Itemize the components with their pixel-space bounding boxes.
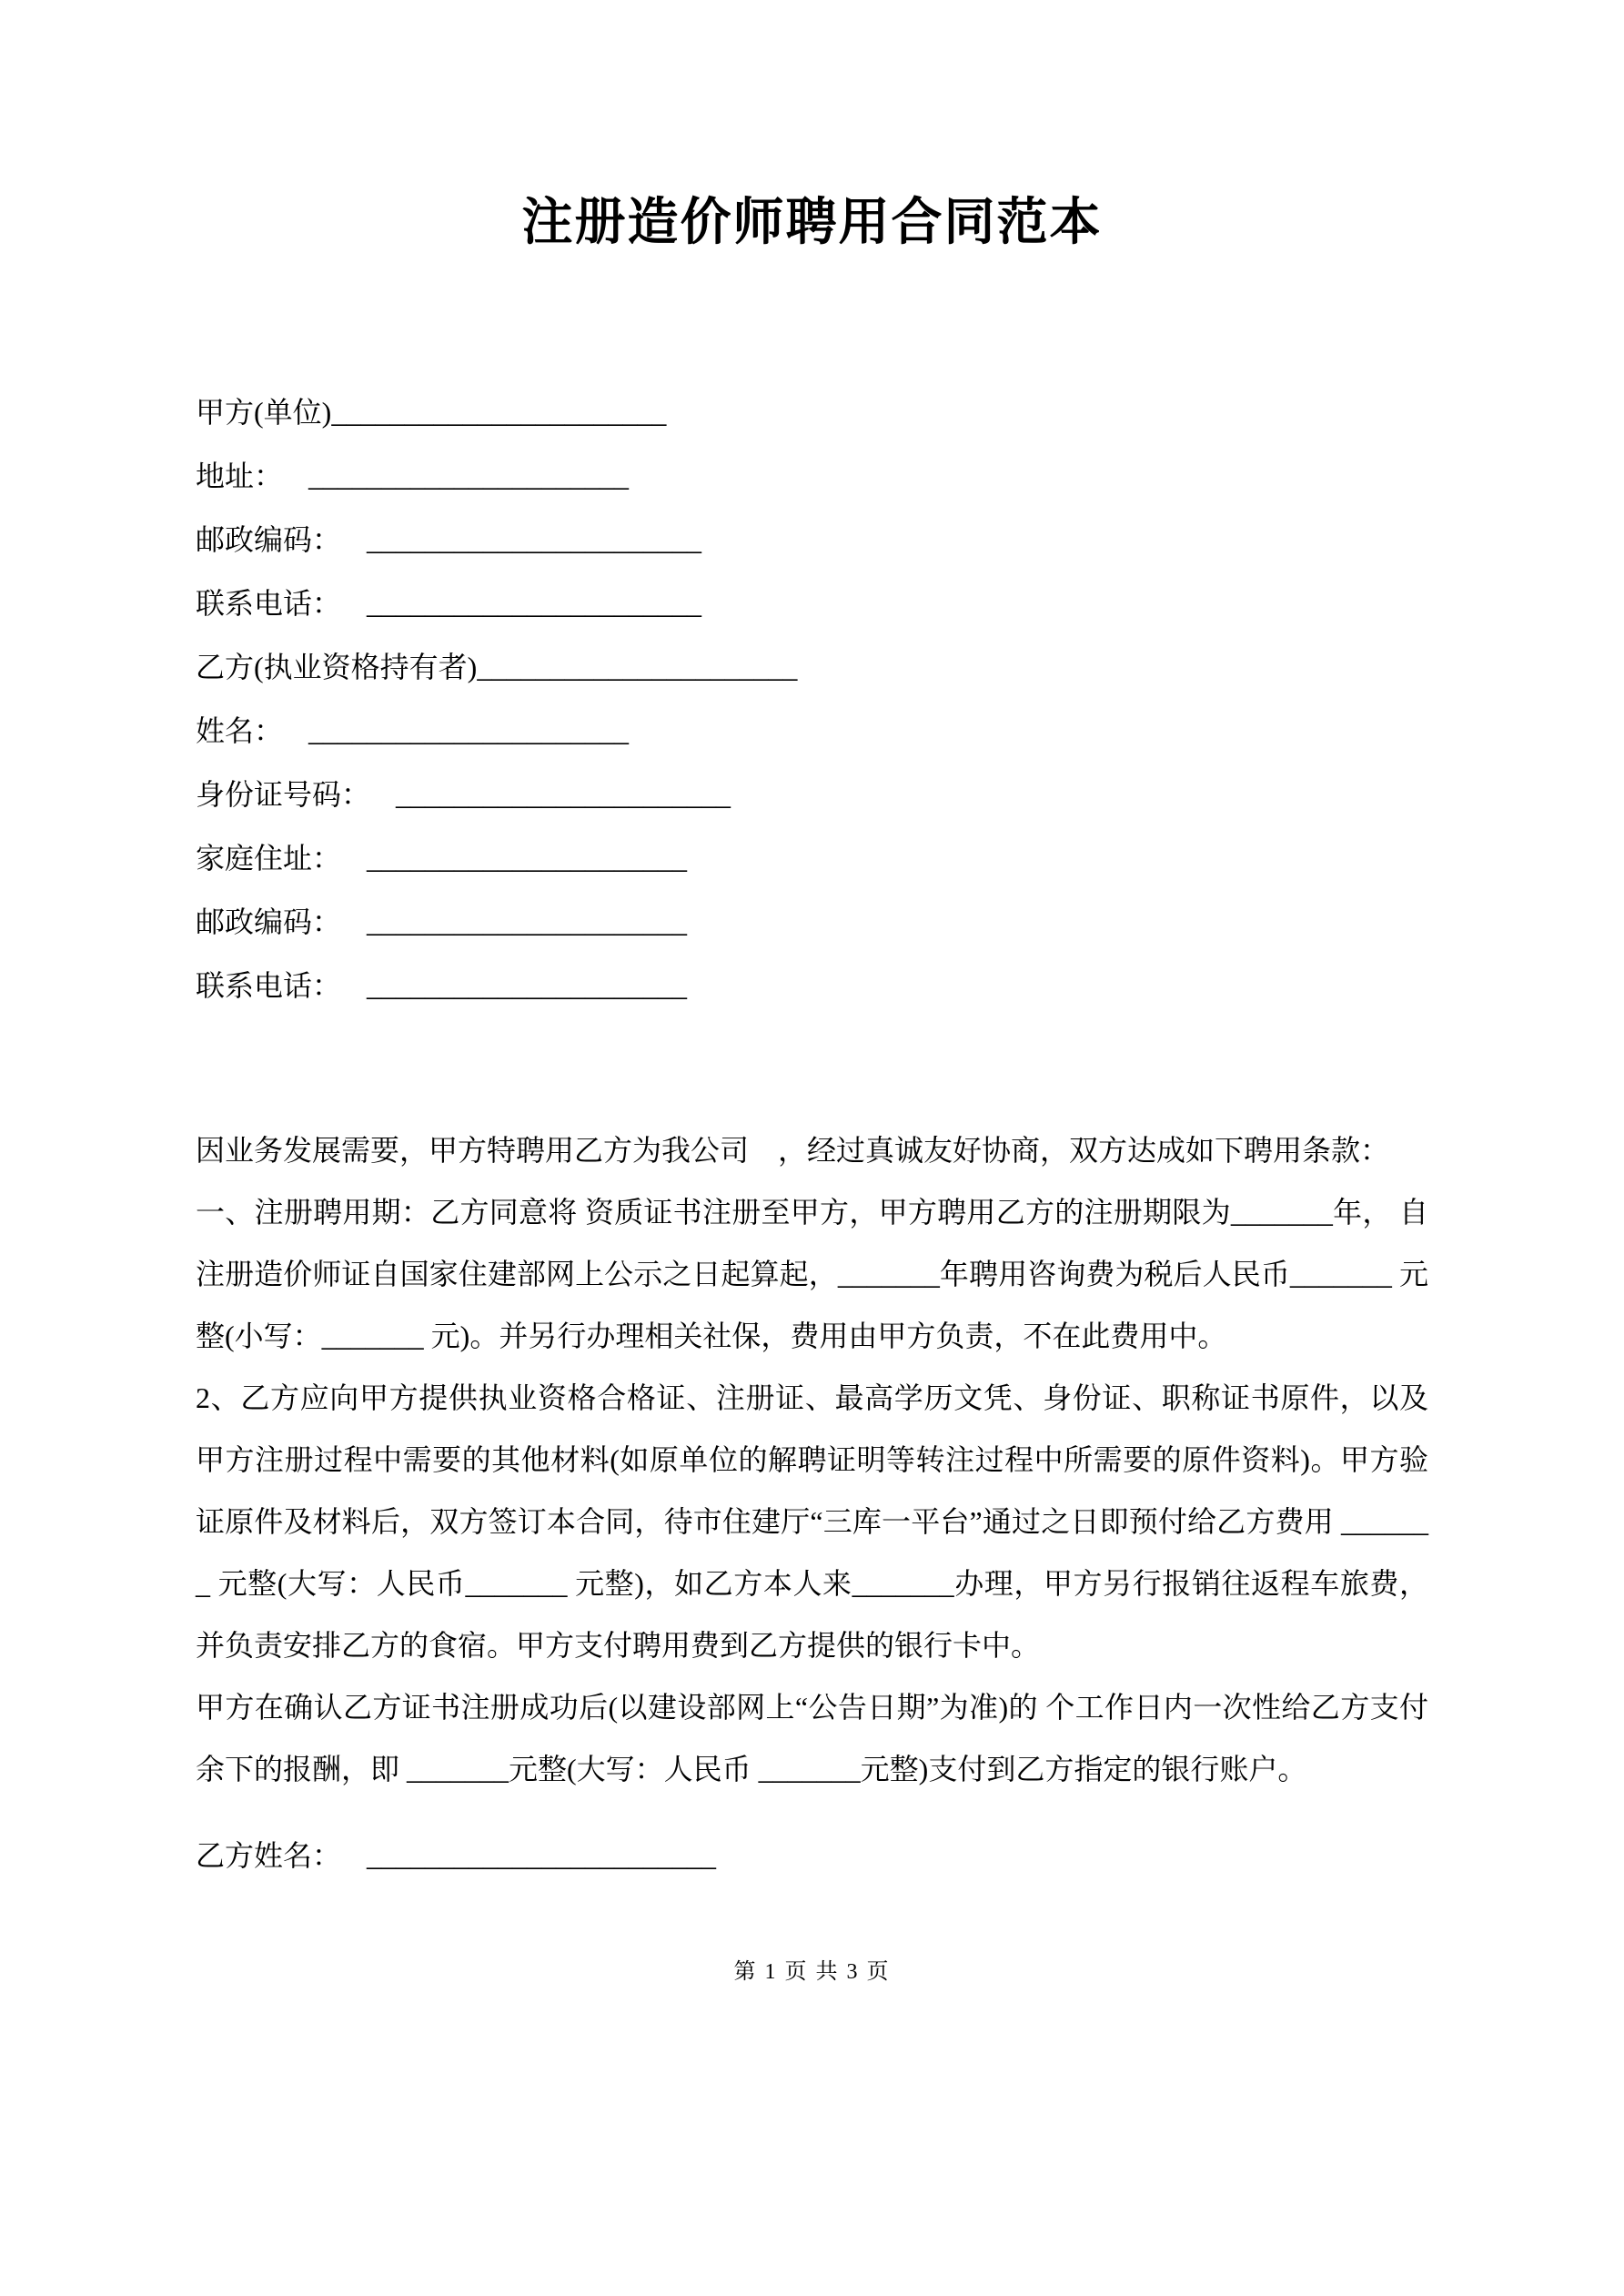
blank-line: _______________________	[367, 587, 702, 620]
field-label: 邮政编码：	[196, 523, 342, 556]
field-label: 乙方姓名：	[196, 1839, 342, 1872]
field-row-phone-b	[196, 954, 1428, 1017]
field-row-postcode-b	[196, 890, 1428, 954]
contract-body	[196, 1119, 1428, 1800]
blank-line: ______________________	[367, 969, 688, 1002]
blank-line: ______________________	[308, 460, 630, 492]
field-label: 甲方(单位)	[196, 396, 332, 429]
field-label: 乙方(执业资格持有者)	[196, 651, 478, 683]
paragraph-clause-1: 一、注册聘用期：乙方同意将 资质证书注册至甲方，甲方聘用乙方的注册期限为_______年， 自注册造价师证自国家住建部网上公示之日起算起，_______年聘用咨询费为税后人民币_______ 元整(小写：_______ 元)。并另行办理相关社保，费用由甲方负责，不在此费用中。	[196, 1196, 1428, 1352]
field-row-name	[196, 699, 1428, 763]
blank-line: _______________________	[396, 778, 731, 811]
field-label: 姓名：	[196, 714, 284, 747]
field-label: 身份证号码：	[196, 778, 371, 811]
party-info-section	[196, 380, 1428, 1017]
paragraph-clause-3: 甲方在确认乙方证书注册成功后(以建设部网上“公告日期”为准)的 个工作日内一次性给乙方支付余下的报酬，即 _______元整(大写：人民币 _______元整)支付到乙方指定的银行账户。	[196, 1691, 1428, 1785]
blank-line: ________________________	[367, 1839, 717, 1872]
blank-line: ______________________	[367, 905, 688, 938]
field-row-phone-a	[196, 571, 1428, 635]
blank-line: ______________________	[308, 714, 630, 747]
field-row-party-b	[196, 635, 1428, 699]
paragraph-intro: 因业务发展需要，甲方特聘用乙方为我公司 ，经过真诚友好协商，双方达成如下聘用条款：	[196, 1134, 1390, 1167]
signature-row	[196, 1824, 1428, 1887]
blank-line: ______________________	[367, 842, 688, 875]
field-label: 邮政编码：	[196, 905, 342, 938]
field-label: 地址：	[196, 460, 284, 492]
blank-line: ______________________	[477, 651, 798, 683]
field-label: 联系电话：	[196, 587, 342, 620]
blank-line: _______________________	[367, 523, 702, 556]
paragraph-clause-2: 2、乙方应向甲方提供执业资格合格证、注册证、最高学历文凭、身份证、职称证书原件，以及甲方注册过程中需要的其他材料(如原单位的解聘证明等转注过程中所需要的原件资料)。甲方验证原件及材料后，双方签订本合同，待市住建厅“三库一平台”通过之日即预付给乙方费用 _______ 元整(大写：人民币_______ 元整)，如乙方本人来_______办理，甲方另行报销往返程车旅费，并负责安排乙方的食宿。甲方支付聘用费到乙方提供的银行卡中。	[196, 1381, 1428, 1662]
field-row-id-number	[196, 763, 1428, 826]
field-label: 联系电话：	[196, 969, 342, 1002]
field-row-home-address	[196, 826, 1428, 890]
blank-line: _______________________	[331, 396, 667, 429]
document-title: 注册造价师聘用合同范本	[521, 195, 1103, 251]
field-label: 家庭住址：	[196, 842, 342, 875]
field-row-party-a	[196, 380, 1428, 444]
page-footer: 第 1 页 共 3 页	[733, 1960, 891, 1984]
field-row-postcode-a	[196, 508, 1428, 571]
field-row-address	[196, 444, 1428, 508]
